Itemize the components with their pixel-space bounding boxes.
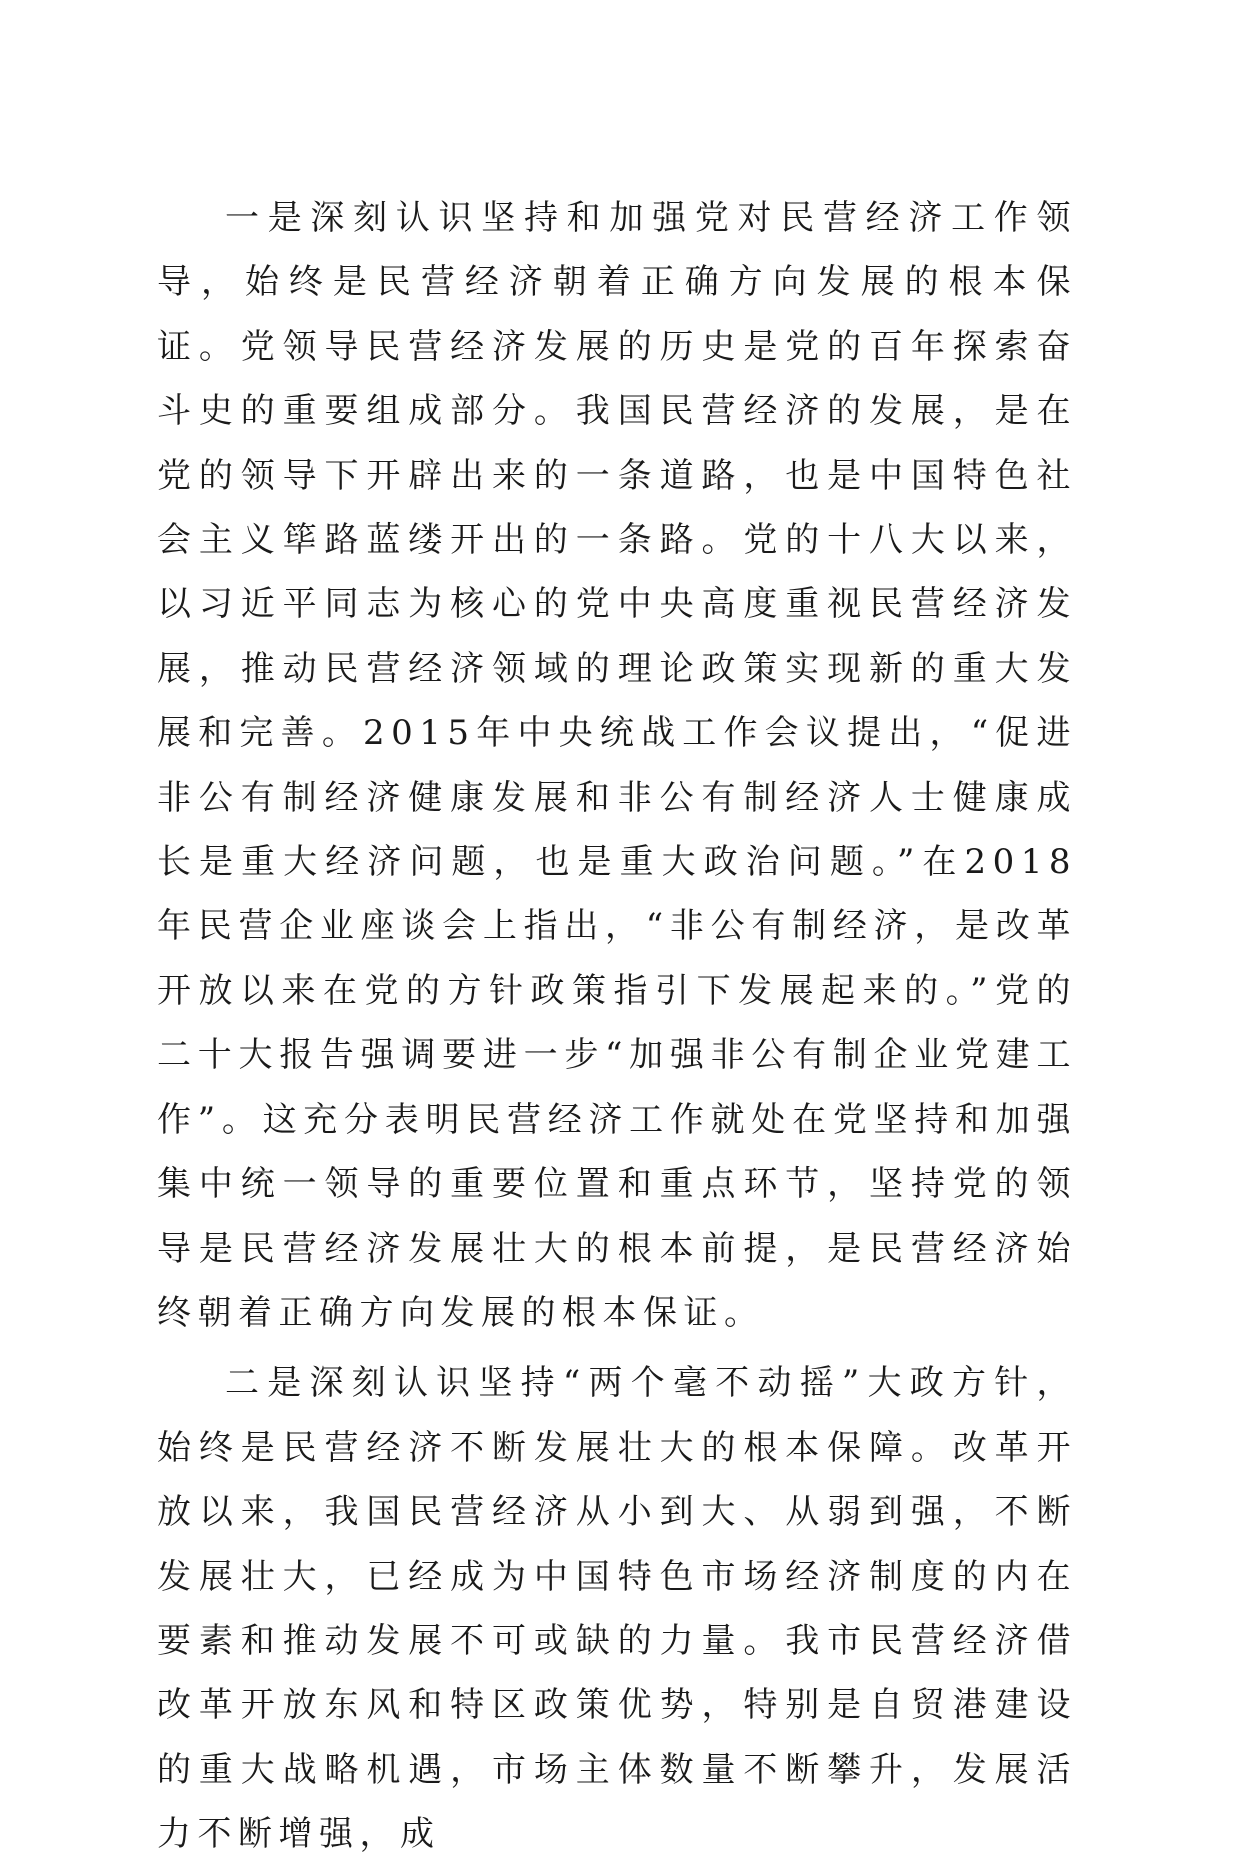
paragraph-1: 一是深刻认识坚持和加强党对民营经济工作领导，始终是民营经济朝着正确方向发展的根本保证。党领导民营经济发展的历史是党的百年探索奋斗史的重要组成部分。我国民营经济的发展，是在党的领导下开辟出来的一条道路，也是中国特色社会主义筚路蓝缕开出的一条路。党的十八大以来，以习近平同志为核心的党中央高度重视民营经济发展，推动民营经济领域的理论政策实现新的重大发展和完善。2015年中央统战工作会议提出，“促进非公有制经济健康发展和非公有制经济人士健康成长是重大经济问题，也是重大政治问题。”在2018年民营企业座谈会上指出，“非公有制经济，是改革开放以来在党的方针政策指引下发展起来的。”党的二十大报告强调要进一步“加强非公有制企业党建工作”。这充分表明民营经济工作就处在党坚持和加强集中统一领导的重要位置和重点环节，坚持党的领导是民营经济发展壮大的根本前提，是民营经济始终朝着正确方向发展的根本保证。	[157, 198, 1077, 1333]
document-body	[157, 186, 1077, 1867]
paragraph-2: 二是深刻认识坚持“两个毫不动摇”大政方针，始终是民营经济不断发展壮大的根本保障。改革开放以来，我国民营经济从小到大、从弱到强，不断发展壮大，已经成为中国特色市场经济制度的内在要素和推动发展不可或缺的力量。我市民营经济借改革开放东风和特区政策优势，特别是自贸港建设的重大战略机遇，市场主体数量不断攀升，发展活力不断增强，成	[157, 1363, 1077, 1855]
